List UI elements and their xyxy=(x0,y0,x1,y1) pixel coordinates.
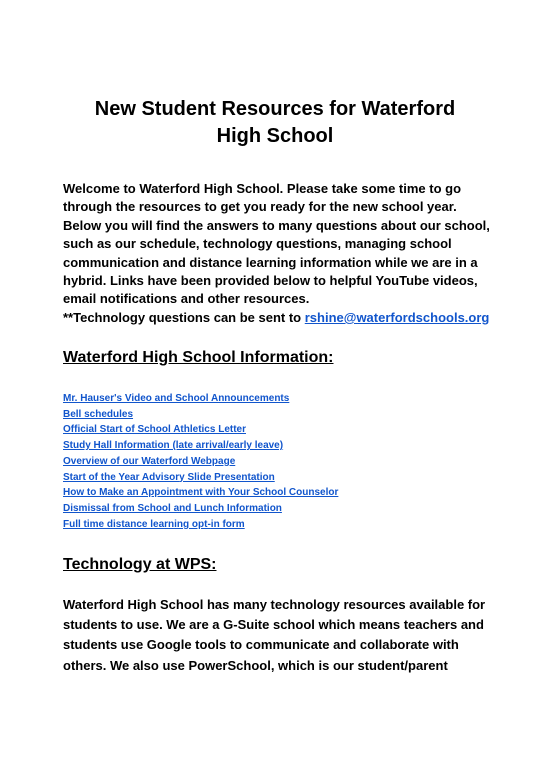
link-study-hall-info[interactable]: Study Hall Information (late arrival/early leave) xyxy=(63,440,284,452)
intro-line: through the resources to get you ready for the new school year. xyxy=(63,199,457,215)
link-athletics-letter[interactable]: Official Start of School Athletics Letter xyxy=(63,424,246,436)
link-distance-learning-form[interactable]: Full time distance learning opt-in form xyxy=(63,518,245,530)
intro-line: communication and distance learning information while we are in a xyxy=(63,254,478,270)
intro-line: Welcome to Waterford High School. Please take some time to go xyxy=(63,181,462,196)
list-item xyxy=(63,485,338,501)
list-item xyxy=(63,391,338,407)
tech-contact-email-link[interactable]: rshine@waterfordschools.org xyxy=(304,309,490,325)
tech-line: students use Google tools to communicate and collaborate with xyxy=(63,637,459,653)
link-counselor-appointment[interactable]: How to Make an Appointment with Your School Counselor xyxy=(63,487,339,499)
info-section-heading: Waterford High School Information: xyxy=(63,349,334,366)
link-webpage-overview[interactable]: Overview of our Waterford Webpage xyxy=(63,455,236,467)
tech-line: others. We also use PowerSchool, which is our student/parent xyxy=(63,657,448,673)
intro-line: hybrid. Links have been provided below to helpful YouTube videos, xyxy=(63,273,478,289)
tech-line: students to use. We are a G-Suite school which means teachers and xyxy=(63,617,484,633)
list-item xyxy=(63,470,338,486)
list-item xyxy=(63,517,338,533)
tech-paragraph xyxy=(63,595,493,676)
intro-paragraph xyxy=(63,180,493,327)
tech-line: Waterford High School has many technology resources available for xyxy=(63,597,486,612)
list-item xyxy=(63,438,338,454)
list-item xyxy=(63,422,338,438)
tech-contact-line xyxy=(63,309,493,327)
info-links-list xyxy=(63,391,338,532)
intro-line: such as our schedule, technology questions, managing school xyxy=(63,236,452,252)
link-principal-video[interactable]: Mr. Hauser's Video and School Announcements xyxy=(63,393,290,404)
intro-line: email notifications and other resources. xyxy=(63,291,310,307)
link-dismissal-lunch[interactable]: Dismissal from School and Lunch Information xyxy=(63,502,282,514)
tech-contact-prefix: **Technology questions can be sent to xyxy=(63,309,305,325)
link-bell-schedules[interactable]: Bell schedules xyxy=(63,408,134,420)
list-item xyxy=(63,454,338,470)
intro-line: Below you will find the answers to many questions about our school, xyxy=(63,217,490,233)
document-title xyxy=(40,96,510,150)
list-item xyxy=(63,407,338,423)
link-advisory-slides[interactable]: Start of the Year Advisory Slide Presentation xyxy=(63,471,275,483)
document-title-line-2: High School xyxy=(216,125,334,147)
list-item xyxy=(63,501,338,517)
document-title-line-1: New Student Resources for Waterford xyxy=(94,98,456,120)
tech-section-heading: Technology at WPS: xyxy=(63,556,217,573)
